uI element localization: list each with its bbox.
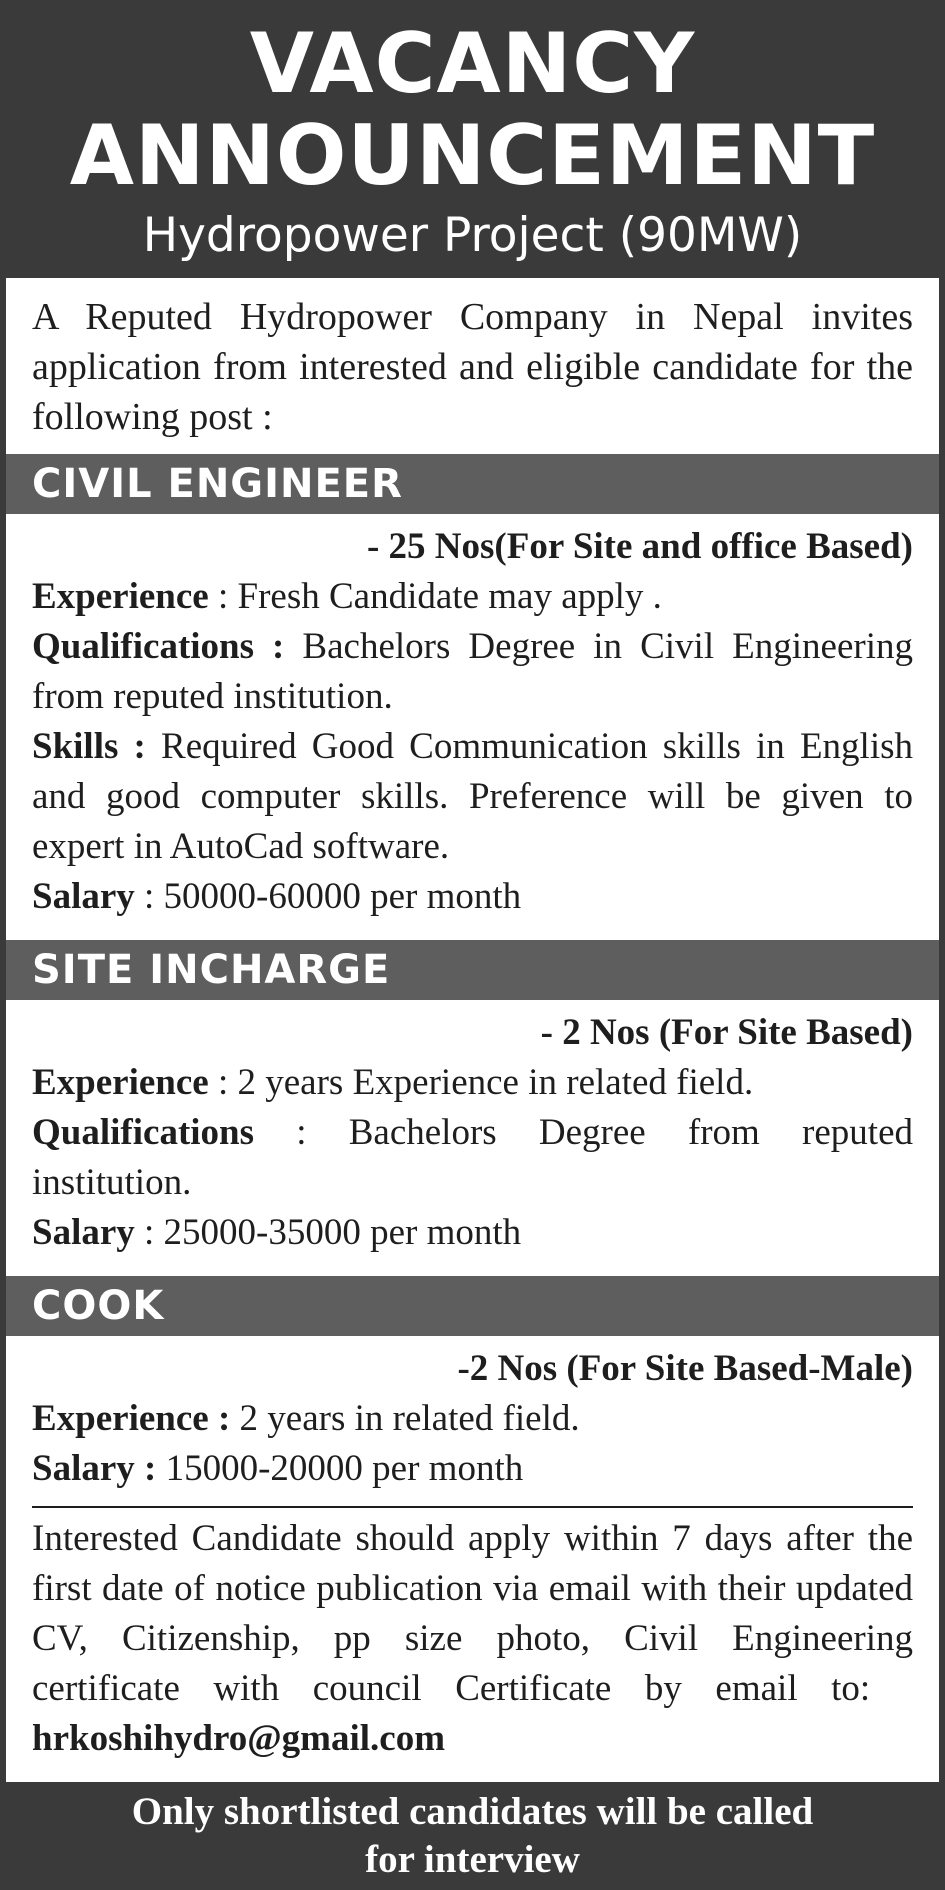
experience-value: : Fresh Candidate may apply . <box>208 576 662 617</box>
skills-label: Skills : <box>32 726 146 767</box>
apply-note: Interested Candidate should apply within 7 days after the first date of notice publication via email with their updated CV, Citizenship, pp size photo, Civil Engineering certificate with council Certificate by email to: <box>32 1518 913 1709</box>
civil-engineer-details <box>6 514 939 940</box>
intro-paragraph: A Reputed Hydropower Company in Nepal invites application from interested and eligible candidate for the following post : <box>6 278 939 454</box>
post-count: - 2 Nos (For Site Based) <box>540 1012 913 1053</box>
salary-line <box>32 1444 913 1494</box>
project-subtitle: Hydropower Project (90MW) <box>142 208 803 263</box>
application-instructions <box>32 1514 913 1764</box>
qualifications-label: Qualifications : <box>32 626 285 667</box>
contact-email[interactable]: hrkoshihydro@gmail.com <box>32 1718 446 1759</box>
qualifications-line <box>32 1108 913 1208</box>
salary-label: Salary <box>32 1212 135 1253</box>
footer-line-1: Only shortlisted candidates will be called <box>131 1790 814 1833</box>
site-incharge-details <box>6 1000 939 1276</box>
footer-line-2: for interview <box>365 1838 580 1881</box>
skills-line <box>32 722 913 872</box>
title-line-1: VACANCY <box>249 15 696 112</box>
section-title-civil-engineer: CIVIL ENGINEER <box>6 454 939 514</box>
experience-label: Experience <box>32 1062 209 1103</box>
skills-value: Required Good Communication skills in English and good computer skills. Preference will be given to expert in AutoCad software. <box>32 726 914 867</box>
section-title-site-incharge: SITE INCHARGE <box>6 940 939 1000</box>
salary-label: Salary : <box>32 1448 157 1489</box>
qualifications-value: : Bachelors Degree from reputed institution. <box>32 1112 913 1203</box>
experience-value: : 2 years Experience in related field. <box>208 1062 754 1103</box>
salary-line <box>32 872 913 922</box>
experience-line <box>32 1058 913 1108</box>
experience-label: Experience : <box>32 1398 231 1439</box>
salary-line <box>32 1208 913 1258</box>
experience-line <box>32 1394 913 1444</box>
divider <box>32 1506 913 1508</box>
shortlist-notice <box>0 1782 945 1890</box>
post-count: -2 Nos (For Site Based-Male) <box>457 1348 913 1389</box>
salary-value: 15000-20000 per month <box>156 1448 524 1489</box>
salary-value: : 25000-35000 per month <box>134 1212 522 1253</box>
qualifications-value: Bachelors Degree in Civil Engineering from reputed institution. <box>32 626 913 717</box>
cook-details <box>6 1336 939 1782</box>
qualifications-line <box>32 622 913 722</box>
experience-label: Experience <box>32 576 209 617</box>
post-count: - 25 Nos(For Site and office Based) <box>366 526 913 567</box>
section-title-cook: COOK <box>6 1276 939 1336</box>
salary-value: : 50000-60000 per month <box>134 876 522 917</box>
title-line-2: ANNOUNCEMENT <box>69 107 876 204</box>
experience-value: 2 years in related field. <box>230 1398 580 1439</box>
qualifications-label: Qualifications <box>32 1112 255 1153</box>
experience-line <box>32 572 913 622</box>
announcement-header <box>0 0 945 278</box>
salary-label: Salary <box>32 876 135 917</box>
